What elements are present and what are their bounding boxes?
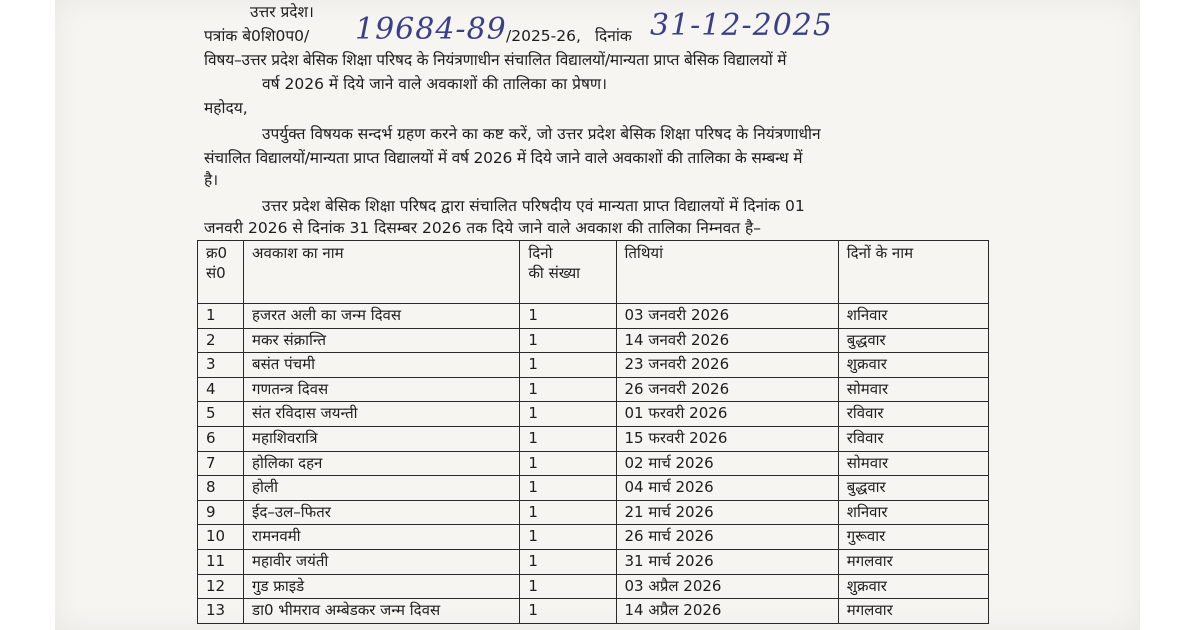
cell-day-name: शुक्रवार	[838, 574, 988, 599]
cell-date: 03 अप्रैल 2026	[616, 574, 838, 599]
cell-holiday-name: गुड फ्राइडे	[244, 574, 520, 599]
cell-day-name: गुरूवार	[838, 525, 988, 550]
cell-day-name: मगलवार	[838, 549, 988, 574]
cell-date: 01 फरवरी 2026	[616, 402, 838, 427]
cell-day-name: शुक्रवार	[838, 353, 988, 378]
cell-date: 26 मार्च 2026	[616, 525, 838, 550]
table-row	[198, 377, 989, 402]
cell-holiday-name: ईद–उल–फितर	[244, 500, 520, 525]
paragraph-2-line-2: जनवरी 2026 से दिनांक 31 दिसम्बर 2026 तक दिये जाने वाले अवकाश की तालिका निम्नवत है–	[204, 219, 762, 237]
header-day-names: दिनों के नाम	[838, 241, 988, 304]
cell-day-count: 1	[520, 328, 616, 353]
table-row	[198, 451, 989, 476]
table-header-row	[198, 241, 989, 304]
holiday-table	[197, 240, 989, 624]
cell-holiday-name: डा0 भीमराव अम्बेडकर जन्म दिवस	[244, 599, 520, 624]
cell-day-name: सोमवार	[838, 451, 988, 476]
cell-day-count: 1	[520, 451, 616, 476]
table-row	[198, 402, 989, 427]
cell-day-count: 1	[520, 599, 616, 624]
state-line: उत्तर प्रदेश।	[250, 3, 314, 21]
paragraph-1-line-2: संचालित विद्यालयों/मान्यता प्राप्त विद्यालयों में वर्ष 2026 में दिये जाने वाले अवकाशों की तालिका के सम्बन्ध में	[204, 149, 803, 167]
cell-date: 02 मार्च 2026	[616, 451, 838, 476]
table-row	[198, 574, 989, 599]
table-row	[198, 599, 989, 624]
header-holiday-name: अवकाश का नाम	[244, 241, 520, 304]
cell-date: 31 मार्च 2026	[616, 549, 838, 574]
cell-day-count: 1	[520, 476, 616, 501]
cell-day-name: सोमवार	[838, 377, 988, 402]
cell-serial: 2	[198, 328, 244, 353]
cell-holiday-name: बसंत पंचमी	[244, 353, 520, 378]
table-row	[198, 476, 989, 501]
handwritten-reference-number: 19684-89	[355, 12, 507, 47]
cell-serial: 11	[198, 549, 244, 574]
header-day-count-line-2: की संख्या	[528, 264, 581, 282]
cell-serial: 1	[198, 304, 244, 329]
cell-date: 14 अप्रैल 2026	[616, 599, 838, 624]
cell-date: 21 मार्च 2026	[616, 500, 838, 525]
handwritten-date: 31-12-2025	[650, 8, 833, 43]
cell-day-name: रविवार	[838, 402, 988, 427]
subject-line-1: विषय–उत्तर प्रदेश बेसिक शिक्षा परिषद के नियंत्रणाधीन संचालित विद्यालयों/मान्यता प्राप्त बेसिक विद्यालयों में	[204, 51, 787, 69]
cell-date: 26 जनवरी 2026	[616, 377, 838, 402]
table-row	[198, 525, 989, 550]
cell-holiday-name: हजरत अली का जन्म दिवस	[244, 304, 520, 329]
cell-day-name: बुद्धवार	[838, 328, 988, 353]
paragraph-1-line-1: उपर्युक्त विषयक सन्दर्भ ग्रहण करने का कष्ट करें, जो उत्तर प्रदेश बेसिक शिक्षा परिषद के नियंत्रणाधीन	[262, 125, 821, 143]
cell-holiday-name: महाशिवरात्रि	[244, 426, 520, 451]
header-dates: तिथियां	[616, 241, 838, 304]
header-serial-line-1: क्र0	[206, 244, 228, 262]
salutation: महोदय,	[204, 99, 248, 117]
cell-day-name: शनिवार	[838, 500, 988, 525]
cell-day-name: बुद्धवार	[838, 476, 988, 501]
cell-date: 04 मार्च 2026	[616, 476, 838, 501]
header-serial	[198, 241, 244, 304]
cell-day-count: 1	[520, 500, 616, 525]
cell-day-count: 1	[520, 353, 616, 378]
table-row	[198, 304, 989, 329]
cell-day-count: 1	[520, 549, 616, 574]
reference-label: पत्रांक बे0शि0प0/	[204, 27, 310, 45]
date-label: दिनांक	[595, 27, 632, 45]
cell-serial: 9	[198, 500, 244, 525]
cell-holiday-name: रामनवमी	[244, 525, 520, 550]
paragraph-2-line-1: उत्तर प्रदेश बेसिक शिक्षा परिषद द्वारा संचालित परिषदीय एवं मान्यता प्राप्त विद्यालयों में दिनांक 01	[262, 197, 805, 215]
cell-serial: 6	[198, 426, 244, 451]
table-row	[198, 328, 989, 353]
cell-serial: 10	[198, 525, 244, 550]
cell-serial: 7	[198, 451, 244, 476]
cell-serial: 8	[198, 476, 244, 501]
cell-day-name: रविवार	[838, 426, 988, 451]
table-row	[198, 426, 989, 451]
cell-day-count: 1	[520, 304, 616, 329]
cell-holiday-name: होली	[244, 476, 520, 501]
table-row	[198, 500, 989, 525]
cell-holiday-name: संत रविदास जयन्ती	[244, 402, 520, 427]
cell-holiday-name: गणतन्त्र दिवस	[244, 377, 520, 402]
cell-date: 14 जनवरी 2026	[616, 328, 838, 353]
cell-serial: 4	[198, 377, 244, 402]
cell-date: 15 फरवरी 2026	[616, 426, 838, 451]
header-serial-line-2: सं0	[206, 264, 226, 282]
cell-day-name: शनिवार	[838, 304, 988, 329]
cell-holiday-name: होलिका दहन	[244, 451, 520, 476]
cell-day-count: 1	[520, 426, 616, 451]
cell-day-count: 1	[520, 377, 616, 402]
cell-serial: 12	[198, 574, 244, 599]
cell-serial: 5	[198, 402, 244, 427]
cell-day-count: 1	[520, 574, 616, 599]
cell-date: 23 जनवरी 2026	[616, 353, 838, 378]
table-row	[198, 549, 989, 574]
reference-year: /2025-26,	[506, 27, 581, 45]
cell-serial: 13	[198, 599, 244, 624]
cell-holiday-name: महावीर जयंती	[244, 549, 520, 574]
cell-day-count: 1	[520, 525, 616, 550]
cell-serial: 3	[198, 353, 244, 378]
cell-holiday-name: मकर संक्रान्ति	[244, 328, 520, 353]
table-row	[198, 353, 989, 378]
paragraph-1-line-3: है।	[204, 171, 219, 189]
subject-line-2: वर्ष 2026 में दिये जाने वाले अवकाशों की तालिका का प्रेषण।	[262, 75, 607, 93]
cell-day-count: 1	[520, 402, 616, 427]
header-day-count	[520, 241, 616, 304]
cell-date: 03 जनवरी 2026	[616, 304, 838, 329]
header-day-count-line-1: दिनो	[528, 244, 553, 262]
cell-day-name: मगलवार	[838, 599, 988, 624]
